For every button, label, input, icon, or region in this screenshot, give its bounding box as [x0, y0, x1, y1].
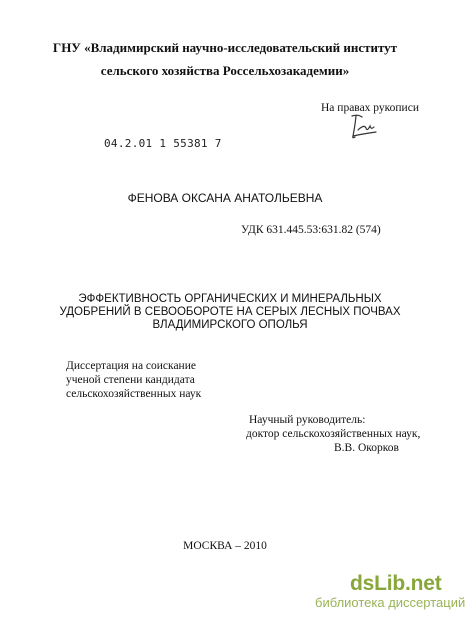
city-year: МОСКВА – 2010	[183, 540, 267, 552]
udk-code: УДК 631.445.53:631.82 (574)	[241, 224, 381, 236]
watermark-tagline: библиотека диссертаций	[315, 595, 465, 610]
supervisor-line-1: Научный руководитель:	[249, 414, 366, 426]
signature	[346, 112, 380, 142]
registration-number: 04.2.01 1 55381 7	[104, 137, 222, 150]
manuscript-note: На правах рукописи	[321, 102, 419, 114]
degree-line-3: сельскохозяйственных наук	[66, 388, 202, 400]
institute-line-2: сельского хозяйства Россельхозакадемии»	[100, 63, 350, 78]
title-line-1: ЭФФЕКТИВНОСТЬ ОРГАНИЧЕСКИХ И МИНЕРАЛЬНЫХ	[78, 293, 382, 305]
supervisor-line-2: доктор сельскохозяйственных наук,	[246, 428, 421, 440]
title-line-3: ВЛАДИМИРСКОГО ОПОЛЬЯ	[152, 319, 308, 331]
author-name: ФЕНОВА ОКСАНА АНАТОЛЬЕВНА	[127, 191, 323, 205]
supervisor-line-3: В.В. Окорков	[334, 442, 399, 454]
dissertation-title	[40, 293, 420, 332]
degree-line-2: ученой степени кандидата	[66, 374, 195, 386]
watermark-brand: dsLib.net	[350, 572, 442, 595]
institute-line-1: ГНУ «Владимирский научно-исследовательский институт	[52, 40, 398, 55]
degree-line-1: Диссертация на соискание	[66, 360, 196, 372]
dissertation-degree	[66, 359, 201, 401]
title-line-2: УДОБРЕНИЙ В СЕВООБОРОТЕ НА СЕРЫХ ЛЕСНЫХ ПОЧВАХ	[59, 306, 401, 318]
supervisor-block	[246, 413, 421, 455]
